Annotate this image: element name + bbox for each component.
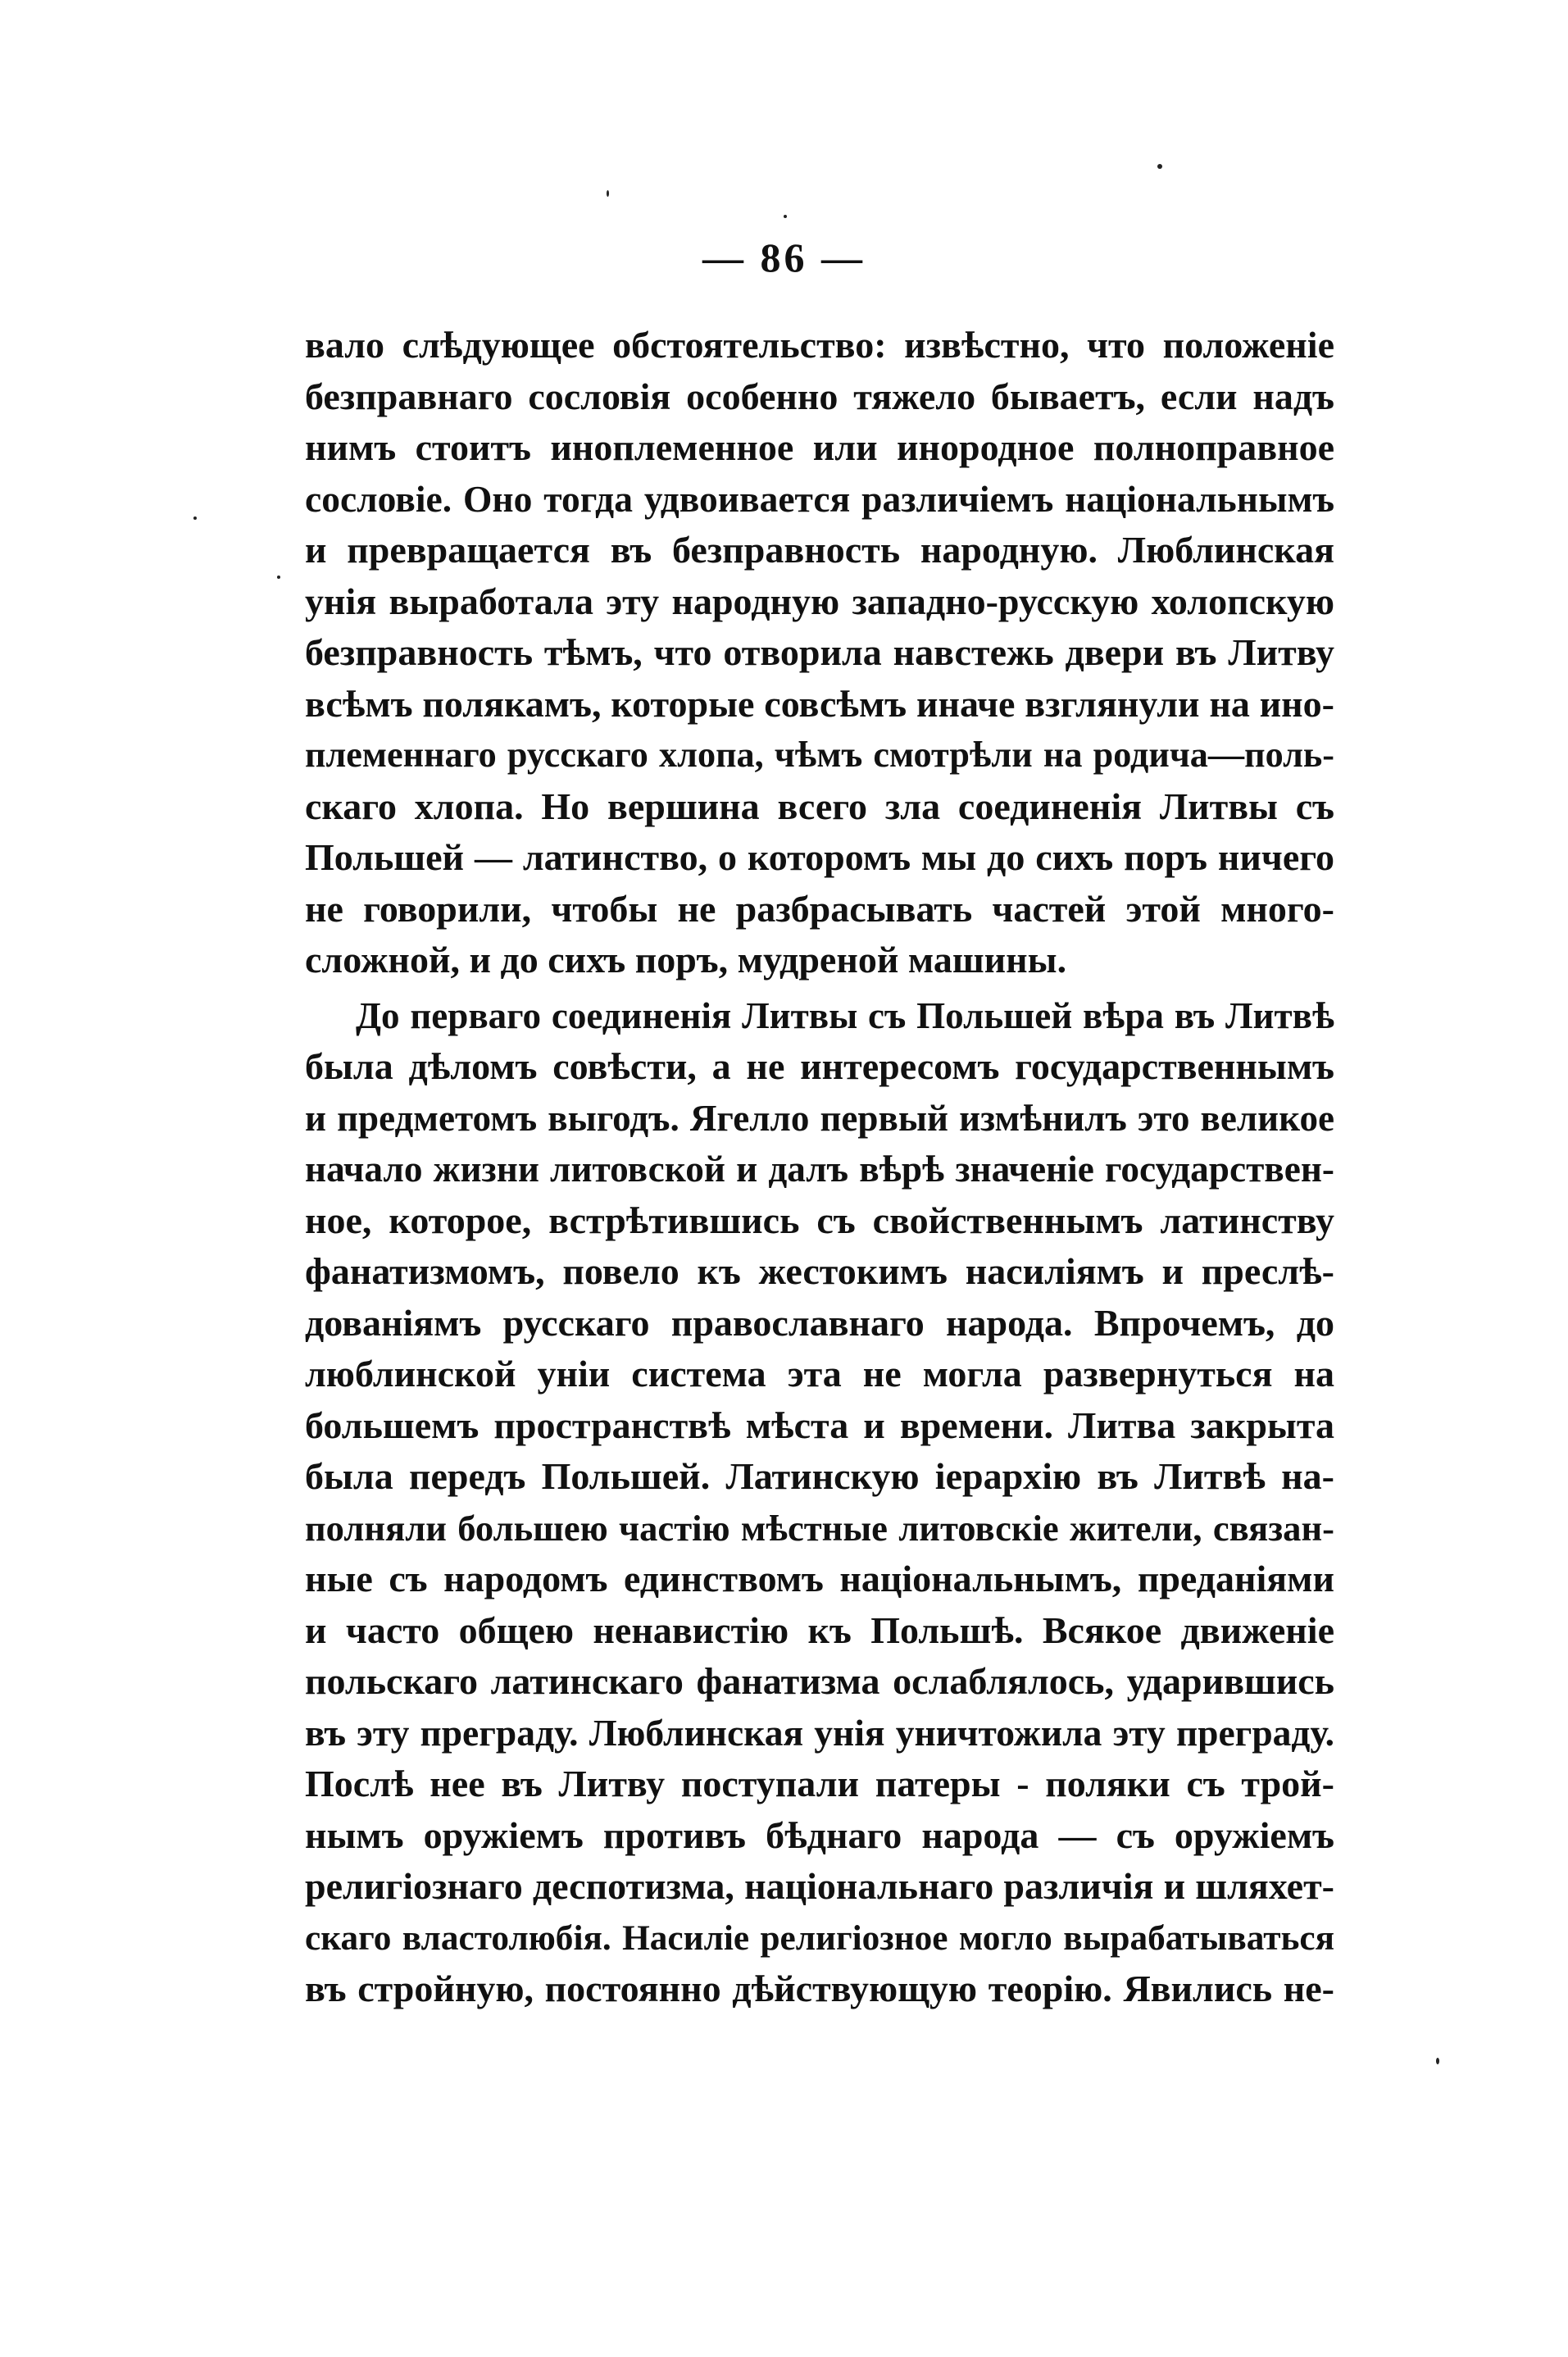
print-speck: [193, 516, 197, 520]
text-line: не говорили, чтобы не разбрасывать частей этой много-: [305, 887, 1334, 930]
paragraph-2: [305, 990, 1334, 2015]
print-speck: [784, 215, 787, 218]
text-line: племеннаго русскаго хлопа, чѣмъ смотрѣли на родича—поль-: [305, 735, 1334, 775]
text-line: Послѣ нее въ Литву поступали патеры - поляки съ трой-: [305, 1763, 1334, 1804]
page-number: — 86 —: [702, 234, 866, 280]
text-line: фанатизмомъ, повело къ жестокимъ насилiямъ и преслѣ-: [305, 1250, 1334, 1292]
text-line: и часто общею ненавистiю къ Польшѣ. Всякое движенiе: [305, 1608, 1334, 1651]
print-speck: [607, 190, 609, 197]
text-line: нымъ оружiемъ противъ бѣднаго народа — съ оружiемъ: [305, 1813, 1334, 1856]
text-line: нимъ стоитъ иноплеменное или инородное полноправное: [305, 426, 1334, 468]
text-line: полняли большею частiю мѣстные литовскiе жители, связан-: [305, 1507, 1334, 1549]
text-line: и предметомъ выгодъ. Ягелло первый измѣнилъ это великое: [305, 1097, 1334, 1139]
text-line: религiознаго деспотизма, нацiональнаго различiя и шляхет-: [305, 1865, 1334, 1907]
text-line: скаго хлопа. Но вершина всего зла соединенiя Литвы съ: [305, 785, 1334, 827]
text-line: унiя выработала эту народную западно-русскую холопскую: [305, 580, 1334, 622]
text-line: люблинской унiи система эта не могла развернуться на: [305, 1353, 1334, 1395]
text-line: дованiямъ русскаго православнаго народа. Впрочемъ, до: [305, 1301, 1334, 1344]
text-line: была передъ Польшей. Латинскую iерархiю въ Литвѣ на-: [305, 1455, 1334, 1497]
text-line: скаго властолюбiя. Насилiе религiозное могло вырабатываться: [305, 1918, 1334, 1958]
print-speck: [1436, 2058, 1439, 2064]
text-line: безправность тѣмъ, что отворила навстежь двери въ Литву: [305, 631, 1334, 673]
print-speck: [277, 576, 280, 579]
text-line: ное, которое, встрѣтившись съ свойственнымъ латинству: [305, 1199, 1334, 1241]
text-line: безправнаго сословiя особенно тяжело бываетъ, если надъ: [305, 375, 1334, 417]
text-line: вало слѣдующее обстоятельство: извѣстно, что положенiе: [305, 324, 1334, 366]
text-line: начало жизни литовской и далъ вѣрѣ значенiе государствен-: [305, 1149, 1334, 1190]
text-line: большемъ пространствѣ мѣста и времени. Литва закрыта: [305, 1404, 1334, 1446]
print-speck: [1157, 164, 1162, 169]
text-line: польскаго латинскаго фанатизма ослаблялось, ударившись: [305, 1660, 1334, 1702]
text-line: была дѣломъ совѣсти, а не интересомъ государственнымъ: [305, 1045, 1334, 1087]
text-line: сложной, и до сихъ поръ, мудреной машины.: [305, 939, 1067, 981]
text-line: въ стройную, постоянно дѣйствующую теорiю. Явились не-: [305, 1968, 1334, 2009]
text-line: въ эту преграду. Люблинская унiя уничтожила эту преграду.: [305, 1711, 1334, 1754]
text-line: Польшей — латинство, о которомъ мы до сихъ поръ ничего: [305, 836, 1334, 878]
text-line: сословiе. Оно тогда удвоивается различiемъ нацiональнымъ: [305, 477, 1334, 520]
paragraph-1: [305, 320, 1334, 986]
text-line: До перваго соединенiя Литвы съ Польшей вѣра въ Литвѣ: [356, 994, 1334, 1036]
text-line: и превращается въ безправность народную. Люблинская: [305, 529, 1334, 571]
text-line: ные съ народомъ единствомъ нацiональнымъ, преданiями: [305, 1558, 1334, 1599]
text-line: всѣмъ полякамъ, которые совсѣмъ иначе взглянули на ино-: [305, 682, 1334, 725]
body-text: [305, 320, 1334, 2015]
